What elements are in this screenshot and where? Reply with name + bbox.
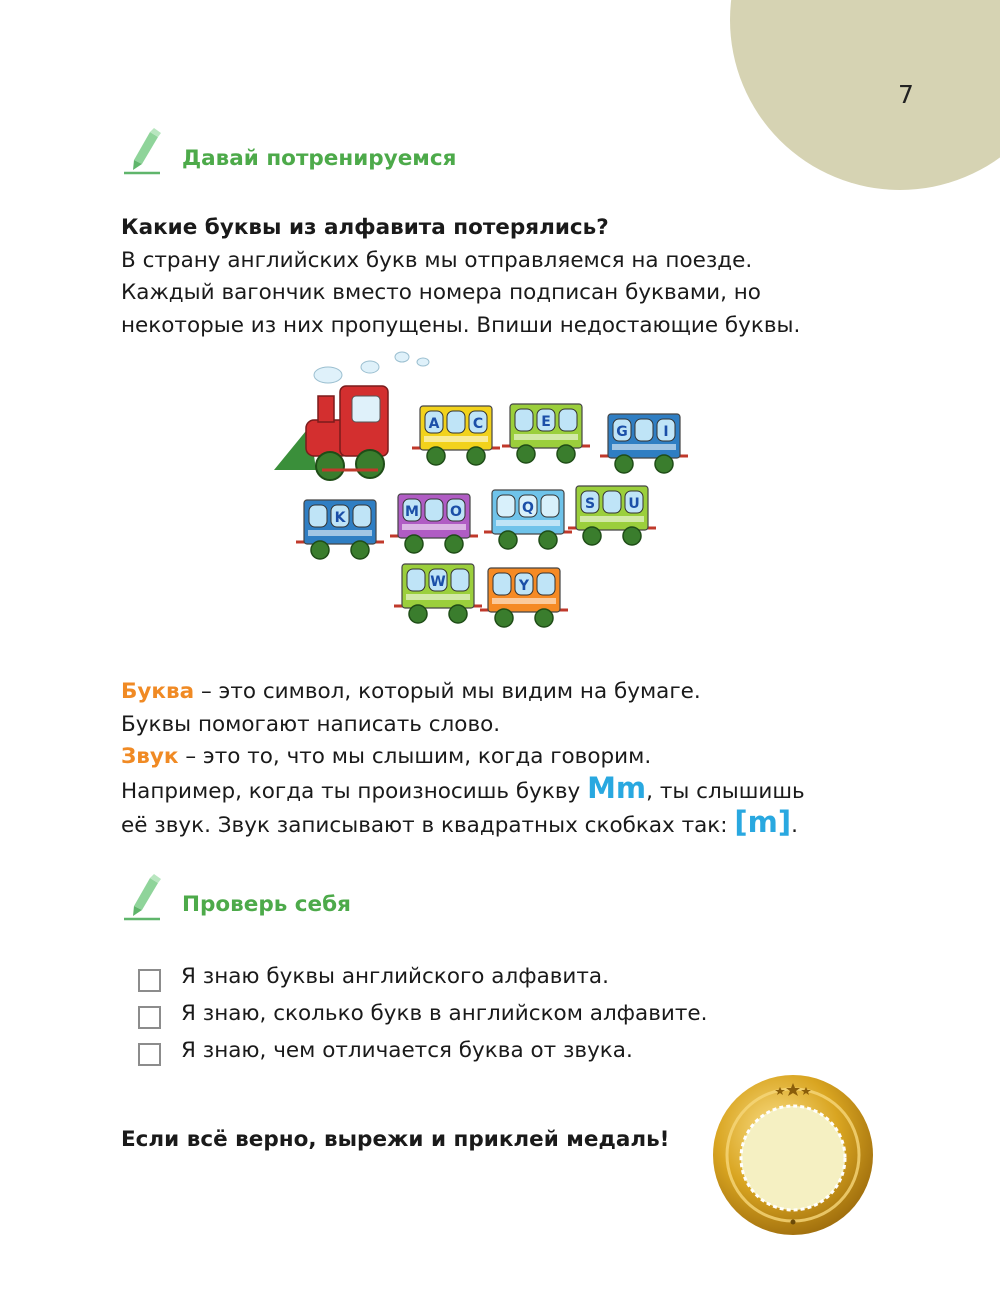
car-letter: E	[541, 414, 551, 430]
car-window	[559, 409, 577, 431]
car-stripe	[514, 434, 578, 440]
car-letter: Q	[522, 500, 534, 516]
car-letter: I	[663, 424, 669, 440]
car-wheel	[405, 535, 423, 553]
car-wheel	[615, 455, 633, 473]
car-wheel	[311, 541, 329, 559]
car-wheel	[467, 447, 485, 465]
car-letter: C	[472, 416, 484, 432]
selfcheck-heading: Проверь себя	[182, 892, 351, 917]
example-letter: Mm	[587, 770, 647, 805]
car-window	[447, 411, 465, 433]
car-letter: O	[450, 504, 462, 520]
car-stripe	[612, 444, 676, 450]
final-instruction: Если всё верно, вырежи и приклей медаль!	[121, 1127, 670, 1152]
car-letter: K	[334, 510, 346, 526]
car-wheel	[583, 527, 601, 545]
car-stripe	[496, 520, 560, 526]
checklist-label: Я знаю буквы английского алфавита.	[181, 964, 609, 989]
train-car	[390, 494, 478, 553]
car-stripe	[424, 436, 488, 442]
train-car	[568, 486, 656, 545]
checkbox[interactable]	[138, 1043, 161, 1066]
record-sound: [m]	[734, 805, 792, 839]
train-car	[296, 500, 384, 559]
car-window	[451, 569, 469, 591]
car-window	[635, 419, 653, 441]
example-text-end: , ты слышишь	[646, 778, 805, 804]
example-text: Например, когда ты произносишь букву	[121, 778, 588, 804]
car-wheel	[535, 609, 553, 627]
car-wheel	[517, 445, 535, 463]
practice-line: Каждый вагончик вместо номера подписан буквами, но	[121, 280, 761, 305]
car-letter: G	[616, 424, 628, 440]
engine-chimney	[318, 396, 334, 422]
checklist-item	[136, 999, 856, 1036]
car-letter: S	[584, 496, 596, 512]
practice-line: некоторые из них пропущены. Впиши недостающие буквы.	[121, 312, 801, 338]
checklist-label: Я знаю, чем отличается буква от звука.	[181, 1038, 633, 1063]
car-letter: M	[405, 504, 419, 520]
medal-sticker	[710, 1072, 876, 1238]
car-wheel	[539, 531, 557, 549]
checkbox[interactable]	[138, 1006, 161, 1029]
sound-term: Звук	[121, 744, 179, 769]
car-stripe	[402, 524, 466, 530]
train-car	[412, 406, 500, 465]
practice-text	[121, 212, 881, 342]
train-car	[484, 490, 572, 549]
car-window	[425, 499, 443, 521]
car-wheel	[623, 527, 641, 545]
car-wheel	[499, 531, 517, 549]
car-window	[515, 409, 533, 431]
car-wheel	[409, 605, 427, 623]
practice-heading: Давай потренируемся	[182, 146, 457, 171]
practice-header	[120, 128, 720, 188]
car-stripe	[308, 530, 372, 536]
car-wheel	[351, 541, 369, 559]
car-wheel	[449, 605, 467, 623]
checklist-item	[136, 962, 856, 999]
car-stripe	[580, 516, 644, 522]
selfcheck-header	[120, 874, 720, 934]
car-stripe	[492, 598, 556, 604]
car-window	[309, 505, 327, 527]
practice-line: В страну английских букв мы отправляемся на поезде.	[121, 247, 753, 273]
train-car	[394, 564, 482, 623]
train-car	[480, 568, 568, 627]
train-illustration	[270, 348, 700, 638]
car-wheel	[445, 535, 463, 553]
pen-icon	[120, 128, 164, 176]
definitions	[121, 676, 881, 843]
steam-clouds	[314, 352, 429, 383]
car-window	[407, 569, 425, 591]
car-letter: U	[628, 496, 640, 512]
sound-definition: – это то, что мы слышим, когда говорим.	[178, 744, 652, 769]
car-window	[603, 491, 621, 513]
car-window	[493, 573, 511, 595]
car-wheel	[557, 445, 575, 463]
car-stripe	[406, 594, 470, 600]
car-wheel	[495, 609, 513, 627]
letter-term: Буква	[121, 679, 195, 704]
car-wheel	[655, 455, 673, 473]
car-letter: W	[430, 574, 446, 590]
train-car	[502, 404, 590, 463]
car-window	[497, 495, 515, 517]
car-window	[537, 573, 555, 595]
train-car	[600, 414, 688, 473]
record-text-end: .	[791, 813, 798, 838]
car-window	[541, 495, 559, 517]
letter-definition: – это символ, который мы видим на бумаге.	[194, 679, 701, 704]
car-letter: A	[428, 416, 440, 432]
pen-icon	[120, 874, 164, 922]
record-text: её звук. Звук записывают в квадратных скобках так:	[121, 813, 735, 838]
car-window	[353, 505, 371, 527]
corner-decoration	[730, 0, 1000, 190]
letter-line: Буквы помогают написать слово.	[121, 711, 501, 737]
checkbox[interactable]	[138, 969, 161, 992]
page-number: 7	[898, 80, 914, 109]
checklist-label: Я знаю, сколько букв в английском алфавите.	[181, 1001, 708, 1026]
car-letter: Y	[518, 578, 530, 594]
car-wheel	[427, 447, 445, 465]
locomotive	[274, 386, 388, 480]
selfcheck-list	[136, 962, 856, 1073]
checklist-item	[136, 1036, 856, 1073]
practice-question: Какие буквы из алфавита потерялись?	[121, 215, 609, 240]
